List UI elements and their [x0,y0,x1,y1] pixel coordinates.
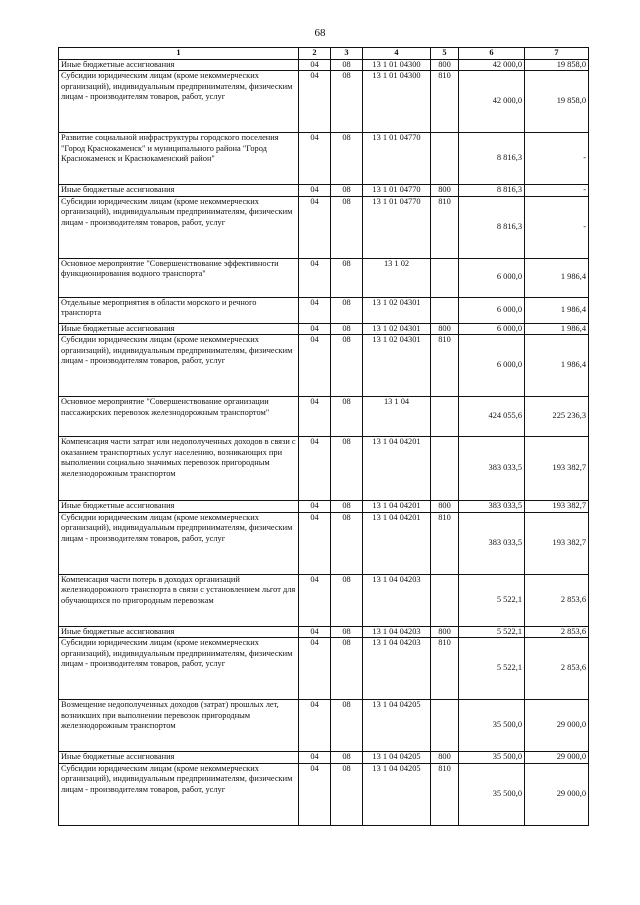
row-target-code: 13 1 01 04770 [363,185,431,197]
table-row [59,512,589,574]
row-section: 04 [299,574,331,626]
row-subsection: 08 [331,59,363,71]
row-section: 04 [299,258,331,297]
row-amount-actual: 19 858,0 [525,71,589,133]
row-name: Субсидии юридическим лицам (кроме некоммерческих организаций), индивидуальным предпринимателям, физическим лицам - производителям товаров, работ, услуг [59,196,299,258]
row-subsection: 08 [331,638,363,700]
row-expense-type [431,437,459,501]
row-expense-type: 800 [431,626,459,638]
row-amount-actual: 225 236,3 [525,397,589,437]
row-target-code: 13 1 04 04201 [363,512,431,574]
row-expense-type: 810 [431,335,459,397]
table-row [59,185,589,197]
table-row [59,763,589,825]
row-name: Основное мероприятие "Совершенствование организации пассажирских перевозок железнодорожным транспортом" [59,397,299,437]
row-section: 04 [299,626,331,638]
row-amount-plan: 383 033,5 [459,501,525,513]
row-section: 04 [299,297,331,323]
row-target-code: 13 1 04 04205 [363,700,431,752]
row-section: 04 [299,700,331,752]
header-col-7: 7 [525,48,589,60]
row-subsection: 08 [331,626,363,638]
row-amount-plan: 8 816,3 [459,196,525,258]
row-subsection: 08 [331,763,363,825]
row-expense-type: 800 [431,323,459,335]
row-amount-actual: - [525,185,589,197]
row-name: Иные бюджетные ассигнования [59,626,299,638]
row-expense-type [431,133,459,185]
table-row [59,258,589,297]
row-amount-actual: 193 382,7 [525,437,589,501]
table-row [59,59,589,71]
row-target-code: 13 1 02 [363,258,431,297]
row-amount-plan: 5 522,1 [459,638,525,700]
page-number: 68 [314,27,326,39]
row-subsection: 08 [331,512,363,574]
table-row [59,71,589,133]
row-expense-type: 800 [431,752,459,764]
row-expense-type [431,297,459,323]
row-amount-actual: - [525,133,589,185]
table-row [59,397,589,437]
row-name: Субсидии юридическим лицам (кроме некоммерческих организаций), индивидуальным предпринимателям, физическим лицам - производителям товаров, работ, услуг [59,335,299,397]
row-section: 04 [299,512,331,574]
row-amount-plan: 6 000,0 [459,258,525,297]
row-name: Иные бюджетные ассигнования [59,59,299,71]
row-name: Иные бюджетные ассигнования [59,323,299,335]
row-amount-actual: 2 853,6 [525,574,589,626]
row-amount-plan: 35 500,0 [459,700,525,752]
table-body [59,59,589,825]
row-target-code: 13 1 01 04770 [363,196,431,258]
row-amount-plan: 6 000,0 [459,297,525,323]
row-section: 04 [299,196,331,258]
row-section: 04 [299,71,331,133]
row-expense-type: 800 [431,501,459,513]
table-row [59,700,589,752]
row-amount-plan: 424 055,6 [459,397,525,437]
table-header-row [59,48,589,60]
row-target-code: 13 1 01 04300 [363,59,431,71]
row-amount-actual: 19 858,0 [525,59,589,71]
row-section: 04 [299,501,331,513]
header-col-1: 1 [59,48,299,60]
row-section: 04 [299,638,331,700]
row-amount-actual: 2 853,6 [525,626,589,638]
row-amount-actual: 1 986,4 [525,323,589,335]
row-target-code: 13 1 04 04203 [363,574,431,626]
row-amount-plan: 8 816,3 [459,133,525,185]
header-col-4: 4 [363,48,431,60]
header-col-5: 5 [431,48,459,60]
row-expense-type [431,397,459,437]
row-target-code: 13 1 04 04203 [363,638,431,700]
row-subsection: 08 [331,297,363,323]
row-expense-type [431,700,459,752]
row-subsection: 08 [331,323,363,335]
row-subsection: 08 [331,185,363,197]
table-row [59,501,589,513]
row-section: 04 [299,335,331,397]
row-name: Иные бюджетные ассигнования [59,185,299,197]
table-row [59,574,589,626]
table-row [59,297,589,323]
row-name: Компенсация части потерь в доходах организаций железнодорожного транспорта в связи с установлением льгот для обучающихся по пригородным перевозкам [59,574,299,626]
row-subsection: 08 [331,437,363,501]
row-amount-actual: 193 382,7 [525,501,589,513]
row-section: 04 [299,752,331,764]
row-expense-type: 800 [431,59,459,71]
row-amount-plan: 5 522,1 [459,626,525,638]
row-amount-actual: 29 000,0 [525,700,589,752]
row-subsection: 08 [331,133,363,185]
row-subsection: 08 [331,335,363,397]
row-name: Субсидии юридическим лицам (кроме некоммерческих организаций), индивидуальным предпринимателям, физическим лицам - производителям товаров, работ, услуг [59,638,299,700]
row-amount-actual: 2 853,6 [525,638,589,700]
row-target-code: 13 1 01 04300 [363,71,431,133]
row-name: Развитие социальной инфраструктуры городского поселения "Город Краснокаменск" и муниципального района "Город Краснокаменск и Краснокаменский район" [59,133,299,185]
budget-table [58,47,589,826]
row-subsection: 08 [331,397,363,437]
row-target-code: 13 1 01 04770 [363,133,431,185]
row-expense-type: 810 [431,512,459,574]
row-subsection: 08 [331,574,363,626]
table-row [59,133,589,185]
row-target-code: 13 1 04 04201 [363,501,431,513]
row-amount-plan: 6 000,0 [459,323,525,335]
row-section: 04 [299,323,331,335]
row-name: Иные бюджетные ассигнования [59,501,299,513]
row-subsection: 08 [331,196,363,258]
row-amount-plan: 383 033,5 [459,512,525,574]
row-expense-type: 800 [431,185,459,197]
row-subsection: 08 [331,501,363,513]
row-name: Субсидии юридическим лицам (кроме некоммерческих организаций), индивидуальным предпринимателям, физическим лицам - производителям товаров, работ, услуг [59,512,299,574]
row-subsection: 08 [331,700,363,752]
row-amount-actual: 1 986,4 [525,335,589,397]
row-amount-plan: 5 522,1 [459,574,525,626]
row-subsection: 08 [331,258,363,297]
row-amount-plan: 383 033,5 [459,437,525,501]
row-amount-plan: 35 500,0 [459,763,525,825]
table-row [59,638,589,700]
row-expense-type [431,574,459,626]
row-target-code: 13 1 04 04205 [363,752,431,764]
row-name: Субсидии юридическим лицам (кроме некоммерческих организаций), индивидуальным предпринимателям, физическим лицам - производителям товаров, работ, услуг [59,763,299,825]
row-expense-type: 810 [431,196,459,258]
row-name: Отдельные мероприятия в области морского и речного транспорта [59,297,299,323]
row-section: 04 [299,763,331,825]
row-expense-type: 810 [431,71,459,133]
row-target-code: 13 1 04 04203 [363,626,431,638]
row-amount-actual: 29 000,0 [525,752,589,764]
table-row [59,437,589,501]
row-amount-plan: 6 000,0 [459,335,525,397]
table-row [59,323,589,335]
table-row [59,196,589,258]
row-section: 04 [299,397,331,437]
row-section: 04 [299,133,331,185]
row-amount-actual: 1 986,4 [525,258,589,297]
row-section: 04 [299,185,331,197]
row-expense-type: 810 [431,763,459,825]
row-subsection: 08 [331,71,363,133]
row-name: Иные бюджетные ассигнования [59,752,299,764]
table-row [59,335,589,397]
row-target-code: 13 1 04 [363,397,431,437]
header-col-3: 3 [331,48,363,60]
row-expense-type: 810 [431,638,459,700]
table-row [59,626,589,638]
row-subsection: 08 [331,752,363,764]
row-amount-plan: 42 000,0 [459,59,525,71]
row-name: Основное мероприятие "Совершенствование эффективности функционирования водного транспорта" [59,258,299,297]
row-amount-actual: 193 382,7 [525,512,589,574]
row-amount-plan: 35 500,0 [459,752,525,764]
row-expense-type [431,258,459,297]
header-col-2: 2 [299,48,331,60]
row-amount-plan: 42 000,0 [459,71,525,133]
row-name: Субсидии юридическим лицам (кроме некоммерческих организаций), индивидуальным предпринимателям, физическим лицам - производителям товаров, работ, услуг [59,71,299,133]
row-target-code: 13 1 04 04205 [363,763,431,825]
row-name: Компенсация части затрат или недополученных доходов в связи с оказанием транспортных услуг населению, возникающих при выполнении социально значимых перевозок пригородным железнодорожным транспортом [59,437,299,501]
row-amount-actual: 1 986,4 [525,297,589,323]
row-target-code: 13 1 02 04301 [363,335,431,397]
row-section: 04 [299,437,331,501]
row-name: Возмещение недополученных доходов (затрат) прошлых лет, возникших при выполнении перевозок пригородным железнодорожным транспортом [59,700,299,752]
row-section: 04 [299,59,331,71]
row-target-code: 13 1 02 04301 [363,323,431,335]
row-amount-plan: 8 816,3 [459,185,525,197]
row-amount-actual: - [525,196,589,258]
table-row [59,752,589,764]
row-amount-actual: 29 000,0 [525,763,589,825]
row-target-code: 13 1 04 04201 [363,437,431,501]
row-target-code: 13 1 02 04301 [363,297,431,323]
header-col-6: 6 [459,48,525,60]
